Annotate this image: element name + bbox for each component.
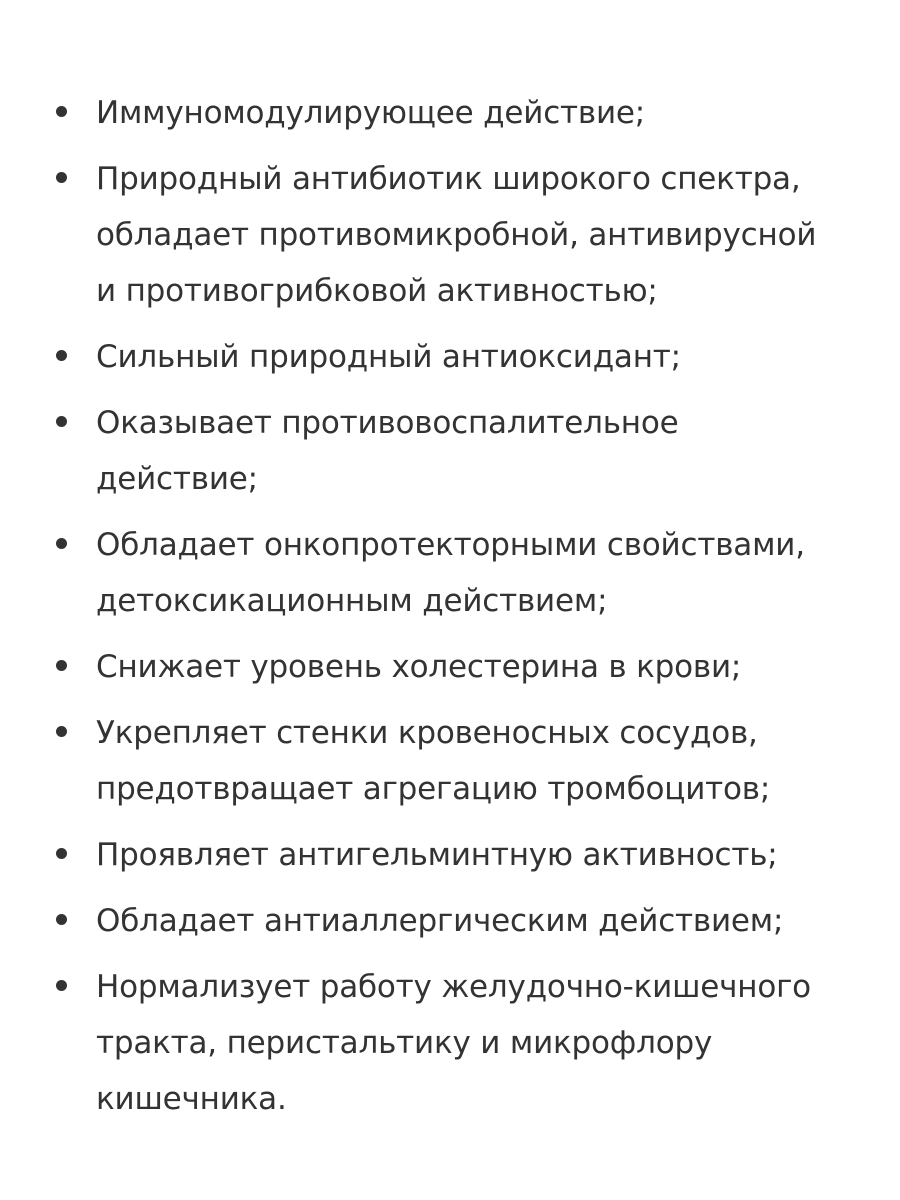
list-item (50, 329, 870, 385)
bullet-icon (56, 416, 67, 427)
list-item-text-line: Оказывает противовоспалительное (96, 405, 679, 441)
list-item (50, 827, 870, 883)
bullet-icon (56, 350, 67, 361)
list-item-text-line: детоксикационным действием; (96, 583, 608, 619)
list-item-text-line: тракта, перистальтику и микрофлору (96, 1025, 713, 1061)
bullet-icon (56, 726, 67, 737)
list-item-text-line: Нормализует работу желудочно-кишечного (96, 969, 811, 1005)
list-item (50, 517, 870, 629)
list-item-text-line: кишечника. (96, 1081, 287, 1117)
bullet-icon (56, 914, 67, 925)
list-item (50, 959, 870, 1127)
benefits-list (50, 85, 870, 1137)
list-item-text-line: Проявляет антигельминтную активность; (96, 837, 778, 873)
list-item (50, 395, 870, 507)
bullet-icon (56, 106, 67, 117)
list-item-text-line: Иммуномодулирующее действие; (96, 95, 646, 131)
list-item-text-line: Природный антибиотик широкого спектра, (96, 161, 801, 197)
list-item-text-line: Сильный природный антиоксидант; (96, 339, 681, 375)
list-item-text-line: действие; (96, 461, 258, 497)
list-item (50, 705, 870, 817)
bullet-icon (56, 172, 67, 183)
list-item (50, 639, 870, 695)
list-item (50, 893, 870, 949)
list-item-text-line: предотвращает агрегацию тромбоцитов; (96, 771, 771, 807)
list-item-text-line: и противогрибковой активностью; (96, 273, 658, 309)
list-item (50, 85, 870, 141)
bullet-icon (56, 848, 67, 859)
list-item-text-line: обладает противомикробной, антивирусной (96, 217, 817, 253)
list-item-text-line: Укрепляет стенки кровеносных сосудов, (96, 715, 758, 751)
list-item-text-line: Снижает уровень холестерина в крови; (96, 649, 742, 685)
list-item (50, 151, 870, 319)
list-item-text-line: Обладает онкопротекторными свойствами, (96, 527, 805, 563)
bullet-icon (56, 660, 67, 671)
bullet-icon (56, 980, 67, 991)
bullet-icon (56, 538, 67, 549)
list-item-text-line: Обладает антиаллергическим действием; (96, 903, 784, 939)
